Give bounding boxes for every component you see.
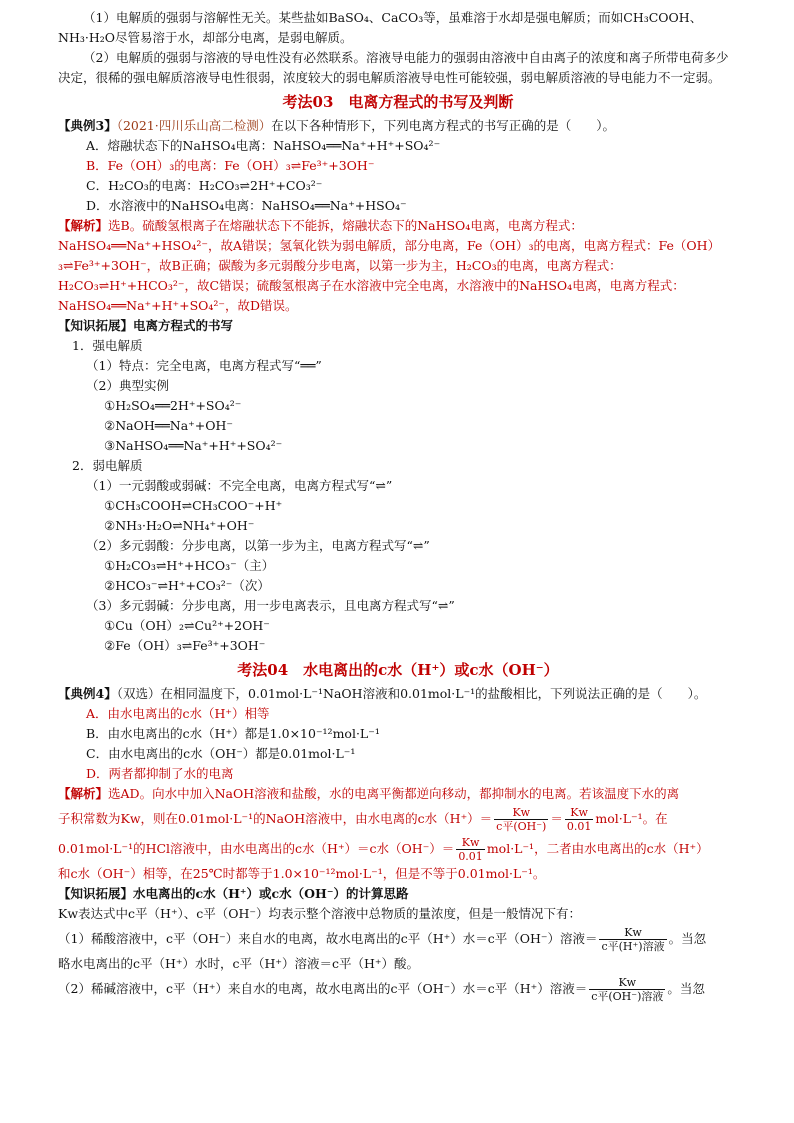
ext-line: ②HCO₃⁻⇌H⁺+CO₃²⁻（次） [104,578,270,593]
ext-line: （1）特点：完全电离，电离方程式写“══” [86,358,322,373]
ext-line: ①H₂CO₃⇌H⁺+HCO₃⁻（主） [104,558,275,573]
ext-line: （1）一元弱酸或弱碱：不完全电离，电离方程式写“⇌” [86,478,393,493]
ext-line: ②NH₃·H₂O⇌NH₄⁺+OH⁻ [104,518,255,533]
ext-line: 1．强电解质 [72,338,143,353]
answer-line: 子积常数为Kw，则在0.01mol·L⁻¹的NaOH溶液中，由水电离的c水（H⁺）＝ $\frac{Kw}{\text{c平(OH⁻)}}$ ＝ $\frac{Kw}{0.01}$ mol·L⁻¹。在 [58,806,668,833]
option-d: D．水溶液中的NaHSO₄电离：NaHSO₄══Na⁺+HSO₄⁻ [86,198,407,213]
ext-line: 2．弱电解质 [72,458,143,473]
ext-line: （2）多元弱酸：分步电离，以第一步为主，电离方程式写“⇌” [86,538,430,553]
ext-tag: 【知识拓展】 [58,886,134,901]
knowledge-extension-header [58,316,738,336]
example-question: 在以下各种情形下，下列电离方程式的书写正确的是（ ）。 [271,118,616,133]
section-heading: 考法04 水电离出的c水（H⁺）或c水（OH⁻） [237,661,559,679]
ext-line: ③NaHSO₄══Na⁺+H⁺+SO₄²⁻ [104,438,283,453]
ext-paragraph: （2）稀碱溶液中，c平（H⁺）来自水的电离，故水电离出的c平（OH⁻）水＝c平（H⁺）溶液＝ $\frac{Kw}{\text{c平(OH⁻)溶液}}$ 。当忽 [58,976,705,1003]
option-b: B．Fe（OH）₃的电离：Fe（OH）₃⇌Fe³⁺+3OH⁻ [86,158,375,173]
ext-paragraph: 略水电离出的c平（H⁺）水时，c平（H⁺）溶液＝c平（H⁺）酸。 [58,956,419,971]
ext-intro: Kw表达式中c平（H⁺）、c平（OH⁻）均表示整个溶液中总物质的量浓度，但是一般情况下有： [58,906,582,921]
knowledge-extension-header [58,884,738,904]
paragraph: （2）电解质的强弱与溶液的导电性没有必然联系。溶液导电能力的强弱由溶液中自由离子的浓度和离子所带电荷多少决定，很稀的强电解质溶液导电性很弱，浓度较大的弱电解质溶液导电性可能较强，弱电解质溶液的导电能力不一定弱。 [58,50,729,85]
fraction: $\frac{Kw}{\text{c平(OH⁻)}}$ [496,806,547,833]
example-source: （2021·四川乐山高二检测） [116,118,272,133]
option-d: D．两者都抑制了水的电离 [86,766,234,781]
answer-analysis [58,216,738,316]
fraction: $\frac{Kw}{\text{c平(OH⁻)溶液}}$ [591,976,664,1003]
ext-title: 电离方程式的书写 [133,318,234,333]
ext-line: （2）典型实例 [86,378,169,393]
document-page [58,8,738,1004]
answer-line: 选AD。向水中加入NaOH溶液和盐酸，水的电离平衡都逆向移动，都抑制水的电离。若该温度下水的离 [108,786,680,801]
answer-tag: 【解析】 [58,786,109,801]
option-a: A．熔融状态下的NaHSO₄电离：NaHSO₄══Na⁺+H⁺+SO₄²⁻ [86,138,441,153]
option-c: C．H₂CO₃的电离：H₂CO₃⇌2H⁺+CO₃²⁻ [86,178,323,193]
answer-line: 和c水（OH⁻）相等，在25℃时都等于1.0×10⁻¹²mol·L⁻¹，但是不等于0.01mol·L⁻¹。 [58,866,546,881]
fraction: $\frac{Kw}{\text{c平(H⁺)溶液}}$ [601,926,665,953]
ext-line: ②Fe（OH）₃⇌Fe³⁺+3OH⁻ [104,638,266,653]
example-tag: 【典例4】 [58,686,117,701]
ext-line: ②NaOH══Na⁺+OH⁻ [104,418,234,433]
fraction: $\frac{Kw}{0.01}$ [458,836,483,863]
ext-line: ①CH₃COOH⇌CH₃COO⁻+H⁺ [104,498,283,513]
ext-line: ①H₂SO₄══2H⁺+SO₄²⁻ [104,398,242,413]
option-b: B．由水电离出的c水（H⁺）都是1.0×10⁻¹²mol·L⁻¹ [86,726,380,741]
answer-analysis [58,784,738,884]
ext-line: （3）多元弱碱：分步电离，用一步电离表示，且电离方程式写“⇌” [86,598,455,613]
example-tag: 【典例3】 [58,118,117,133]
answer-tag: 【解析】 [58,218,109,233]
ext-line: ①Cu（OH）₂⇌Cu²⁺+2OH⁻ [104,618,270,633]
option-a: A．由水电离出的c水（H⁺）相等 [86,706,270,721]
section-heading: 考法03 电离方程式的书写及判断 [282,93,514,111]
ext-lines [58,336,738,656]
ext-title: 水电离出的c水（H⁺）或c水（OH⁻）的计算思路 [133,886,409,901]
ext-paragraph: （1）稀酸溶液中，c平（OH⁻）来自水的电离，故水电离出的c平（H⁺）水＝c平（OH⁻）溶液＝ $\frac{Kw}{\text{c平(H⁺)溶液}}$ 。当忽 [58,926,707,953]
ext-tag: 【知识拓展】 [58,318,134,333]
example-stem [58,684,738,704]
paragraph: （1）电解质的强弱与溶解性无关。某些盐如BaSO₄、CaCO₃等，虽难溶于水却是强电解质；而如CH₃COOH、NH₃·H₂O尽管易溶于水，却部分电离，是弱电解质。 [58,10,703,45]
example-stem [58,116,738,136]
example-question: （双选）在相同温度下，0.01mol·L⁻¹NaOH溶液和0.01mol·L⁻¹的盐酸相比，下列说法正确的是（ ）。 [116,686,707,701]
option-c: C．由水电离出的c水（OH⁻）都是0.01mol·L⁻¹ [86,746,356,761]
fraction: $\frac{Kw}{0.01}$ [566,806,592,833]
answer-text: 选B。硫酸氢根离子在熔融状态下不能拆，熔融状态下的NaHSO₄电离，电离方程式：NaHSO₄══Na⁺+HSO₄²⁻，故A错误；氢氧化铁为弱电解质，部分电离，Fe（OH）₃的电离，电离方程式：Fe（OH）₃⇌Fe³⁺+3OH⁻，故B正确；碳酸为多元弱酸分步电离，以第一步为主，H₂CO₃的电离，电离方程式：H₂CO₃⇌H⁺+HCO₃²⁻，故C错误；硫酸氢根离子在水溶液中完全电离，水溶液中的NaHSO₄电离，电离方程式：NaHSO₄══Na⁺+H⁺+SO₄²⁻，故D错误。 [58,218,721,313]
answer-line: 0.01mol·L⁻¹的HCl溶液中，由水电离出的c水（H⁺）＝c水（OH⁻）＝ $\frac{Kw}{0.01}$ mol·L⁻¹，二者由水电离出的c水（H⁺） [58,836,709,863]
